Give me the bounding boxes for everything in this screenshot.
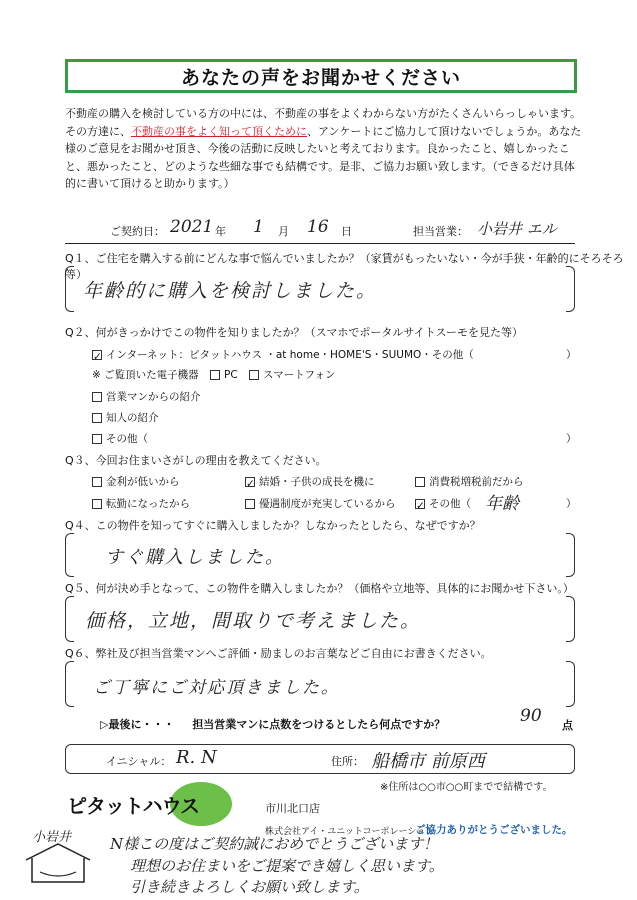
q5-answer: 価格，立地，間取りで考えました。 (85, 610, 422, 632)
score-value: 90 (520, 706, 542, 726)
q2-option-device: ※ ご覧頂いた電子機器 PC スマートフォン (92, 369, 336, 381)
intro-line: 的に書いて頂けると助かります。） (65, 177, 235, 190)
checkbox[interactable] (415, 477, 425, 487)
staff-label: 担当営業： (413, 225, 468, 238)
q1-answer-box[interactable] (65, 266, 575, 312)
checkbox-checked[interactable]: ✓ (246, 478, 255, 490)
q3-option[interactable]: ✓ 結婚・子供の成長を機に (246, 476, 375, 490)
q3-option[interactable]: 消費税増税前だから (415, 474, 524, 489)
intro-line: その方達に、不動産の事をよく知って頂くために、アンケートにご協力して頂けないでしょうか。あなた (65, 124, 582, 138)
intro-text (65, 105, 585, 193)
score-row: ▷最後に・・・ 担当営業マンに点数をつけるとしたら何点ですか？ (100, 718, 446, 731)
score-unit: 点 (562, 719, 573, 732)
company-name: 株式会社アイ・ユニットコーポレーション (265, 827, 435, 837)
q1-answer: 年齢的に購入を検討しました。 (83, 280, 378, 302)
address-value: 船橋市 前原西 (371, 751, 485, 772)
checkbox[interactable] (92, 434, 102, 444)
contract-label: ご契約日： (110, 225, 165, 238)
q2-option-internet[interactable]: ✓ インターネット：ピタットハウス ・at home・HOME'S・SUUMO・その他（ (93, 349, 474, 363)
q2-option-sales[interactable]: 営業マンからの紹介 (92, 389, 201, 404)
q2-option-other[interactable]: その他（ (92, 431, 148, 446)
checkbox-smartphone[interactable] (249, 370, 259, 380)
checkbox[interactable] (245, 499, 255, 509)
house-doodle-icon (18, 838, 98, 888)
contract-year: 2021 (170, 217, 214, 237)
staff-name: 小岩井 エル (477, 220, 557, 238)
checkbox[interactable] (92, 413, 102, 423)
q2-paren: ） (566, 349, 577, 361)
contract-day: 16 (307, 217, 329, 237)
checkbox-checked[interactable]: ✓ (93, 351, 102, 363)
handwritten-message-1: N様この度はご契約誠におめでとうございます！ (110, 835, 439, 853)
q3-option[interactable]: 優遇制度が充実しているから (245, 496, 396, 511)
checkbox[interactable] (92, 499, 102, 509)
q2-option-friend[interactable]: 知人の紹介 (92, 410, 159, 425)
q2-question: Q２、何がきっかけでこの物件を知りましたか？（スマホでポータルサイトスーモを見た等） (65, 326, 524, 339)
q6-question: Q６、弊社及び担当営業マンへご評価・励ましのお言葉などご自由にお書きください。 (65, 647, 492, 660)
intro-line: 様のご意見をお聞かせ頂き、今後の活動に反映したいと考えております。良かったこと、嬉しかったこ (65, 142, 570, 155)
page-title: あなたの声をお聞かせください (180, 66, 461, 89)
q2-paren: ） (566, 433, 577, 445)
initial-label: イニシャル： (106, 755, 172, 768)
q5-answer-box[interactable] (65, 596, 575, 642)
q3-option[interactable]: 金利が低いから (92, 474, 180, 489)
intro-highlight: 不動産の事をよく知って頂くために (131, 124, 307, 138)
checkbox-checked[interactable]: ✓ (416, 500, 425, 512)
handwritten-message-3: 引き続きよろしくお願い致します。 (130, 878, 369, 896)
handwritten-sign: 小岩井 (32, 830, 72, 845)
q4-answer: すぐ購入しました。 (105, 547, 285, 568)
q3-paren: ） (566, 498, 577, 510)
q3-question: Q３、今回お住まいさがしの理由を教えてください。 (65, 454, 327, 467)
q5-question: Q５、何が決め手となって、この物件を購入しましたか？（価格や立地等、具体的にお聞かせ下さい。） (65, 582, 574, 595)
checkbox[interactable] (92, 392, 102, 402)
q3-other-value: 年齢 (485, 494, 519, 514)
q3-option-other[interactable]: ✓ その他（ (416, 498, 471, 512)
address-note: ※住所は○○市○○町までで結構です。 (380, 782, 553, 793)
title-box (65, 59, 577, 93)
checkbox-pc[interactable] (210, 370, 220, 380)
company-logo: ピタットハウス (67, 794, 199, 818)
q4-answer-box[interactable] (65, 533, 575, 577)
q6-answer: ご丁寧にご対応頂きました。 (93, 678, 340, 698)
q3-option[interactable]: 転勤になったから (92, 496, 190, 511)
checkbox[interactable] (92, 477, 102, 487)
branch-name: 市川北口店 (265, 802, 320, 815)
intro-line: 不動産の購入を検討している方の中には、不動産の事をよくわからない方がたくさんいらっしゃいます。 (65, 107, 582, 120)
q4-question: Q４、この物件を知ってすぐに購入しましたか？しなかったとしたら、なぜですか？ (65, 519, 481, 532)
year-unit: 年 (215, 225, 226, 238)
thanks-text: ご協力ありがとうございました。 (415, 824, 573, 836)
q1-question: Q１、ご住宅を購入する前にどんな事で悩んでいましたか？（家賃がもったいない・今が手狭・年齢的にそろそろ等） (65, 252, 624, 281)
intro-line: と、悪かったこと、どのような些細な事でも結構です。是非、ご協力お願い致します。（できるだけ具体 (65, 159, 575, 173)
q6-answer-box[interactable] (65, 661, 575, 707)
month-unit: 月 (278, 225, 289, 238)
contract-month: 1 (253, 217, 264, 237)
address-label: 住所： (331, 755, 364, 768)
contract-row (65, 215, 575, 244)
initial-value: R. N (176, 747, 217, 768)
handwritten-message-2: 理想のお住まいをご提案でき嬉しく思います。 (130, 857, 444, 875)
day-unit: 日 (341, 225, 352, 238)
initial-box (65, 744, 575, 774)
